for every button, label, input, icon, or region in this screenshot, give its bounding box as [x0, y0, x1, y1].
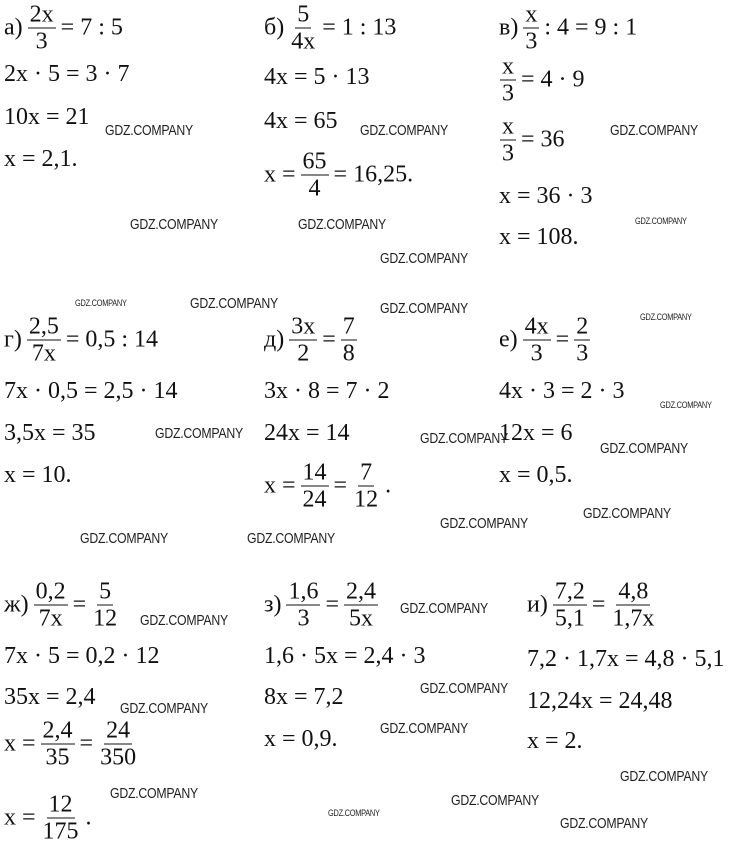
expression-text: 3,5x = 35 [4, 420, 96, 447]
equation-line [262, 108, 340, 136]
fraction [301, 150, 329, 201]
expression-text: x = [264, 472, 296, 499]
fraction [610, 580, 656, 631]
fraction-numerator: 5 [297, 1, 310, 28]
expression-text: x = 2,1. [4, 146, 78, 173]
expression-text: 24x = 14 [264, 420, 350, 447]
equation-line [2, 104, 92, 132]
equation-line [525, 646, 727, 674]
fraction [41, 719, 75, 770]
fraction-denominator: 350 [100, 744, 137, 771]
fraction-numerator: 4x [524, 313, 549, 340]
expression-text: = 36 [521, 126, 565, 153]
expression-text: x = 0,9. [264, 726, 338, 753]
watermark: GDZ.COMPANY [155, 425, 243, 442]
watermark: GDZ.COMPANY [105, 122, 193, 139]
expression-text: x = 2. [527, 728, 583, 755]
fraction-denominator: 5x [349, 605, 374, 632]
equation-line [262, 64, 372, 92]
fraction [523, 3, 539, 54]
equation-line [2, 61, 132, 89]
expression-text: = 4 · 9 [521, 66, 585, 93]
expression-text: = [333, 472, 348, 499]
fraction-numerator: x [502, 53, 514, 80]
equation-line [2, 643, 162, 671]
fraction-denominator: 12 [93, 605, 118, 632]
watermark: GDZ.COMPANY [120, 700, 208, 717]
expression-text: 12,24x = 24,48 [527, 688, 673, 715]
problem-label: д) [264, 326, 285, 353]
expression-text: 7x · 5 = 0,2 · 12 [4, 643, 160, 670]
watermark: GDZ.COMPANY [380, 720, 468, 737]
expression-text: = 0,5 : 14 [65, 326, 159, 353]
expression-text: : 4 = 9 : 1 [544, 14, 638, 41]
equation-line [525, 728, 585, 756]
fraction-denominator: 2 [297, 340, 310, 367]
expression-text: 4x · 3 = 2 · 3 [499, 378, 625, 405]
problem-label: б) [264, 14, 285, 41]
equation-line [262, 580, 381, 631]
watermark: GDZ.COMPANY [80, 530, 168, 547]
expression-text: 7,2 · 1,7x = 4,8 · 5,1 [527, 646, 725, 673]
equation-line [497, 224, 581, 252]
fraction-numerator: 4,8 [618, 578, 649, 605]
equation-line [497, 3, 639, 54]
fraction-denominator: 12 [354, 486, 379, 513]
watermark: GDZ.COMPANY [110, 785, 198, 802]
fraction [34, 580, 68, 631]
equation-line [262, 461, 393, 512]
problem-label: ж) [4, 591, 29, 618]
fraction-numerator: 7,2 [554, 578, 585, 605]
problem-label: а) [4, 14, 23, 41]
fraction-numerator: 7 [360, 459, 373, 486]
expression-text: . [85, 804, 92, 831]
fraction [523, 315, 551, 366]
equation-line [2, 420, 98, 448]
equation-line [262, 684, 346, 712]
fraction-numerator: 2x [29, 1, 54, 28]
fraction [91, 580, 119, 631]
fraction-denominator: 3 [530, 340, 543, 367]
fraction [289, 3, 317, 54]
fraction-denominator: 4 [308, 175, 321, 202]
equation-line [262, 643, 428, 671]
expression-text: 2x · 5 = 3 · 7 [4, 61, 130, 88]
watermark: GDZ.COMPANY [75, 298, 127, 308]
fraction-denominator: 3 [502, 140, 514, 167]
expression-text: = 1 : 13 [322, 14, 397, 41]
fraction [341, 315, 357, 366]
expression-text: = [322, 326, 336, 353]
fraction [98, 719, 138, 770]
equation-line [2, 146, 80, 174]
fraction-numerator: x [525, 1, 538, 28]
expression-text: 4x = 5 · 13 [264, 64, 370, 91]
fraction-denominator: 3 [35, 28, 48, 55]
equation-line [497, 378, 627, 406]
fraction-denominator: 7x [31, 340, 56, 367]
equation-line [2, 462, 74, 490]
watermark: GDZ.COMPANY [130, 216, 218, 233]
fraction-denominator: 3 [297, 605, 310, 632]
expression-text: x = 36 · 3 [499, 183, 593, 210]
fraction [27, 315, 61, 366]
equation-line [497, 420, 575, 448]
watermark: GDZ.COMPANY [660, 400, 712, 410]
expression-text: = [555, 326, 570, 353]
watermark: GDZ.COMPANY [600, 440, 688, 457]
expression-text: = 16,25. [333, 161, 414, 188]
expression-text: x = 108. [499, 224, 579, 251]
equation-line [262, 3, 398, 54]
watermark: GDZ.COMPANY [420, 430, 508, 447]
fraction [500, 115, 516, 166]
watermark: GDZ.COMPANY [190, 295, 278, 312]
fraction-denominator: 1,7x [612, 605, 655, 632]
equation-line [497, 55, 587, 106]
fraction-denominator: 35 [45, 744, 70, 771]
equation-line [525, 580, 659, 631]
fraction-numerator: 14 [302, 459, 327, 486]
fraction-numerator: 5 [99, 578, 112, 605]
fraction-numerator: 0,2 [35, 578, 66, 605]
equation-line [262, 420, 352, 448]
fraction [500, 55, 516, 106]
expression-text: x = [4, 730, 36, 757]
expression-text: x = [4, 804, 36, 831]
expression-text: 3x · 8 = 7 · 2 [264, 378, 390, 405]
watermark: GDZ.COMPANY [298, 216, 386, 233]
fraction-numerator: 2,4 [42, 717, 73, 744]
fraction-numerator: 3x [291, 313, 316, 340]
expression-text: x = 0,5. [499, 462, 573, 489]
fraction-denominator: 4x [291, 28, 316, 55]
watermark: GDZ.COMPANY [560, 815, 648, 832]
fraction-numerator: x [502, 113, 514, 140]
fraction-numerator: 1,6 [288, 578, 319, 605]
equation-line [2, 580, 122, 631]
watermark: GDZ.COMPANY [640, 312, 692, 322]
equation-line [497, 315, 593, 366]
watermark: GDZ.COMPANY [380, 250, 468, 267]
expression-text: . [385, 472, 392, 499]
equation-line [262, 150, 415, 201]
watermark: GDZ.COMPANY [583, 505, 671, 522]
expression-text: 12x = 6 [499, 420, 573, 447]
watermark: GDZ.COMPANY [451, 792, 539, 809]
fraction [344, 580, 378, 631]
watermark: GDZ.COMPANY [610, 122, 698, 139]
watermark: GDZ.COMPANY [620, 768, 708, 785]
fraction-denominator: 175 [42, 818, 79, 845]
fraction-numerator: 2,5 [28, 313, 59, 340]
equation-line [2, 684, 98, 712]
watermark: GDZ.COMPANY [635, 216, 687, 226]
equation-line [2, 793, 94, 844]
equation-line [2, 378, 180, 406]
problem-label: е) [499, 326, 518, 353]
expression-text: 1,6 · 5x = 2,4 · 3 [264, 643, 426, 670]
fraction [289, 315, 317, 366]
watermark: GDZ.COMPANY [360, 122, 448, 139]
expression-text: = [325, 591, 340, 618]
expression-text: = 7 : 5 [60, 14, 123, 41]
expression-text: 8x = 7,2 [264, 684, 344, 711]
fraction [352, 461, 380, 512]
expression-text: = [79, 730, 94, 757]
fraction-denominator: 3 [502, 80, 514, 107]
fraction-numerator: 7 [342, 313, 355, 340]
fraction-numerator: 2 [576, 313, 589, 340]
fraction-numerator: 2,4 [346, 578, 377, 605]
problem-label: г) [4, 326, 22, 353]
fraction [286, 580, 320, 631]
watermark: GDZ.COMPANY [140, 612, 228, 629]
fraction-numerator: 65 [302, 148, 327, 175]
watermark: GDZ.COMPANY [247, 530, 335, 547]
equation-line [2, 3, 125, 54]
equation-line [497, 115, 567, 166]
equation-line [525, 688, 675, 716]
problem-label: з) [264, 591, 282, 618]
fraction [301, 461, 329, 512]
expression-text: 4x = 65 [264, 108, 338, 135]
fraction-denominator: 5,1 [554, 605, 585, 632]
watermark: GDZ.COMPANY [380, 300, 468, 317]
fraction [41, 793, 81, 844]
watermark: GDZ.COMPANY [440, 515, 528, 532]
expression-text: 35x = 2,4 [4, 684, 96, 711]
fraction [28, 3, 56, 54]
expression-text: x = [264, 161, 296, 188]
watermark: GDZ.COMPANY [400, 600, 488, 617]
expression-text: x = 10. [4, 462, 72, 489]
watermark: GDZ.COMPANY [328, 808, 380, 818]
equation-line [262, 726, 340, 754]
equation-line [497, 183, 595, 211]
equation-line [262, 315, 360, 366]
fraction-denominator: 24 [302, 486, 327, 513]
equation-line [262, 378, 392, 406]
fraction-numerator: 24 [106, 717, 131, 744]
fraction-denominator: 3 [525, 28, 538, 55]
equation-line [2, 719, 141, 770]
fraction-denominator: 8 [342, 340, 355, 367]
fraction [574, 315, 590, 366]
problem-label: и) [527, 591, 548, 618]
fraction-denominator: 3 [576, 340, 589, 367]
fraction [553, 580, 587, 631]
equation-line [2, 315, 160, 366]
expression-text: 10x = 21 [4, 104, 90, 131]
problem-label: в) [499, 14, 519, 41]
expression-text: 7x · 0,5 = 2,5 · 14 [4, 378, 178, 405]
fraction-numerator: 12 [48, 791, 73, 818]
fraction-denominator: 7x [38, 605, 63, 632]
equation-line [497, 462, 575, 490]
watermark: GDZ.COMPANY [420, 680, 508, 697]
expression-text: = [591, 591, 606, 618]
expression-text: = [72, 591, 87, 618]
